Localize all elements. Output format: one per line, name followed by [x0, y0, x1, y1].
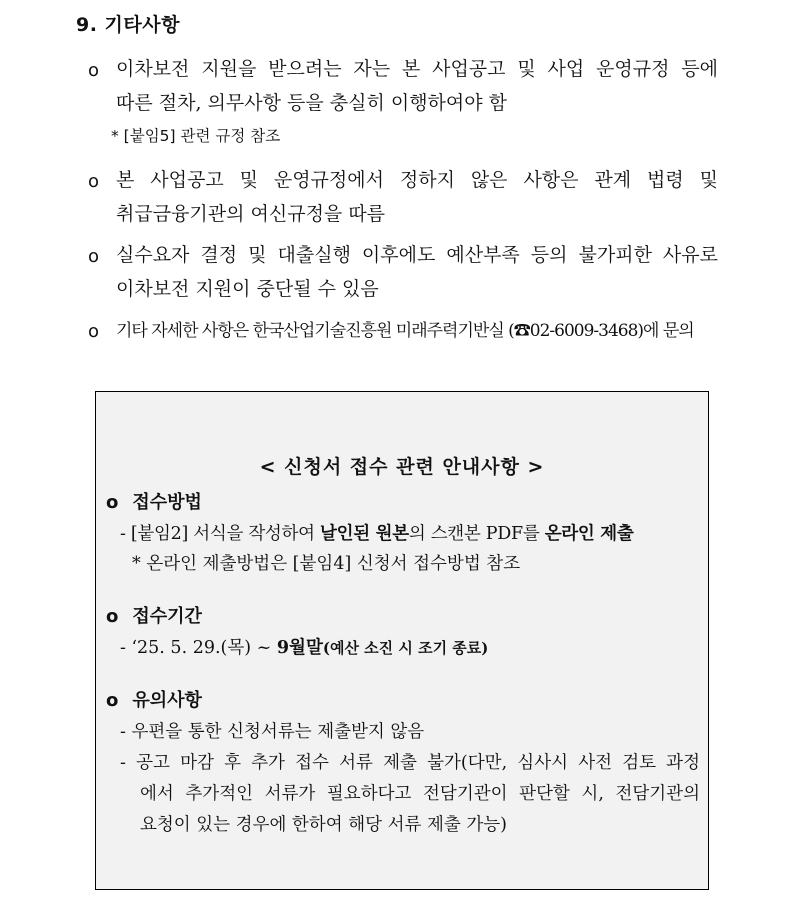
emphasis-text: (예산 소진 시 조기 종료) — [322, 639, 489, 657]
notice-section-label: 접수기간 — [132, 606, 202, 627]
notice-box-title: < 신청서 접수 관련 안내사항 > — [259, 456, 545, 478]
bullet-marker: o — [106, 690, 119, 711]
notice-section-title — [106, 686, 202, 712]
list-item-line: 취급금융기관의 여신규정을 따름 — [116, 203, 386, 225]
bullet-marker: o — [88, 246, 100, 267]
list-item — [116, 163, 718, 231]
caution-line: - 우편을 통한 신청서류는 제출받지 않음 — [120, 722, 425, 742]
emphasis-text: 온라인 제출 — [544, 524, 634, 544]
bullet-marker: o — [106, 606, 119, 627]
list-item — [116, 52, 718, 120]
list-item-line: 이차보전 지원이 중단될 수 있음 — [116, 278, 379, 300]
caution-line: - 공고 마감 후 추가 접수 서류 제출 불가(다만, 심사시 사전 검토 과정 — [120, 753, 700, 773]
notice-section-label: 유의사항 — [132, 690, 202, 711]
list-item-line: 실수요자 결정 및 대출실행 이후에도 예산부족 등의 불가피한 사유로 — [116, 244, 718, 266]
bullet-marker: o — [106, 492, 119, 513]
list-item-line: 본 사업공고 및 운영규정에서 정하지 않은 사항은 관계 법령 및 — [116, 169, 718, 191]
text-segment: 의 스캔본 PDF를 — [408, 524, 545, 544]
submission-method-line — [120, 520, 634, 545]
notice-box — [95, 391, 709, 890]
application-period-line — [120, 634, 488, 659]
emphasis-text: 9월말 — [276, 638, 323, 658]
reference-note: * [붙임5] 관련 규정 참조 — [111, 127, 281, 145]
phone-icon: ☎ — [513, 321, 530, 341]
submission-method-note: * 온라인 제출방법은 [붙임4] 신청서 접수방법 참조 — [132, 554, 521, 574]
caution-line: 요청이 있는 경우에 한하여 해당 서류 제출 가능) — [140, 815, 507, 835]
notice-section-label: 접수방법 — [132, 492, 202, 513]
bullet-marker: o — [88, 321, 100, 342]
notice-section-title — [106, 488, 202, 514]
text-segment: - ‘25. 5. 29.(목) ~ — [120, 638, 277, 658]
contact-text: 기타 자세한 사항은 한국산업기술진흥원 미래주력기반실 ( — [116, 321, 514, 341]
text-segment: - [붙임2] 서식을 작성하여 — [120, 524, 320, 544]
list-item — [116, 238, 718, 306]
bullet-marker: o — [88, 171, 100, 192]
notice-section-title — [106, 602, 202, 628]
bullet-marker: o — [88, 60, 100, 81]
section-heading: 9. 기타사항 — [76, 14, 180, 36]
caution-line: 에서 추가적인 서류가 필요하다고 전담기관이 판단할 시, 전담기관의 — [140, 784, 700, 804]
contact-line — [116, 316, 694, 341]
emphasis-text: 날인된 원본 — [320, 524, 409, 544]
contact-text-phone: 02-6009-3468)에 문의 — [529, 321, 694, 341]
list-item-line: 따른 절차, 의무사항 등을 충실히 이행하여야 함 — [116, 92, 508, 114]
list-item-line: 이차보전 지원을 받으려는 자는 본 사업공고 및 사업 운영규정 등에 — [116, 58, 718, 80]
